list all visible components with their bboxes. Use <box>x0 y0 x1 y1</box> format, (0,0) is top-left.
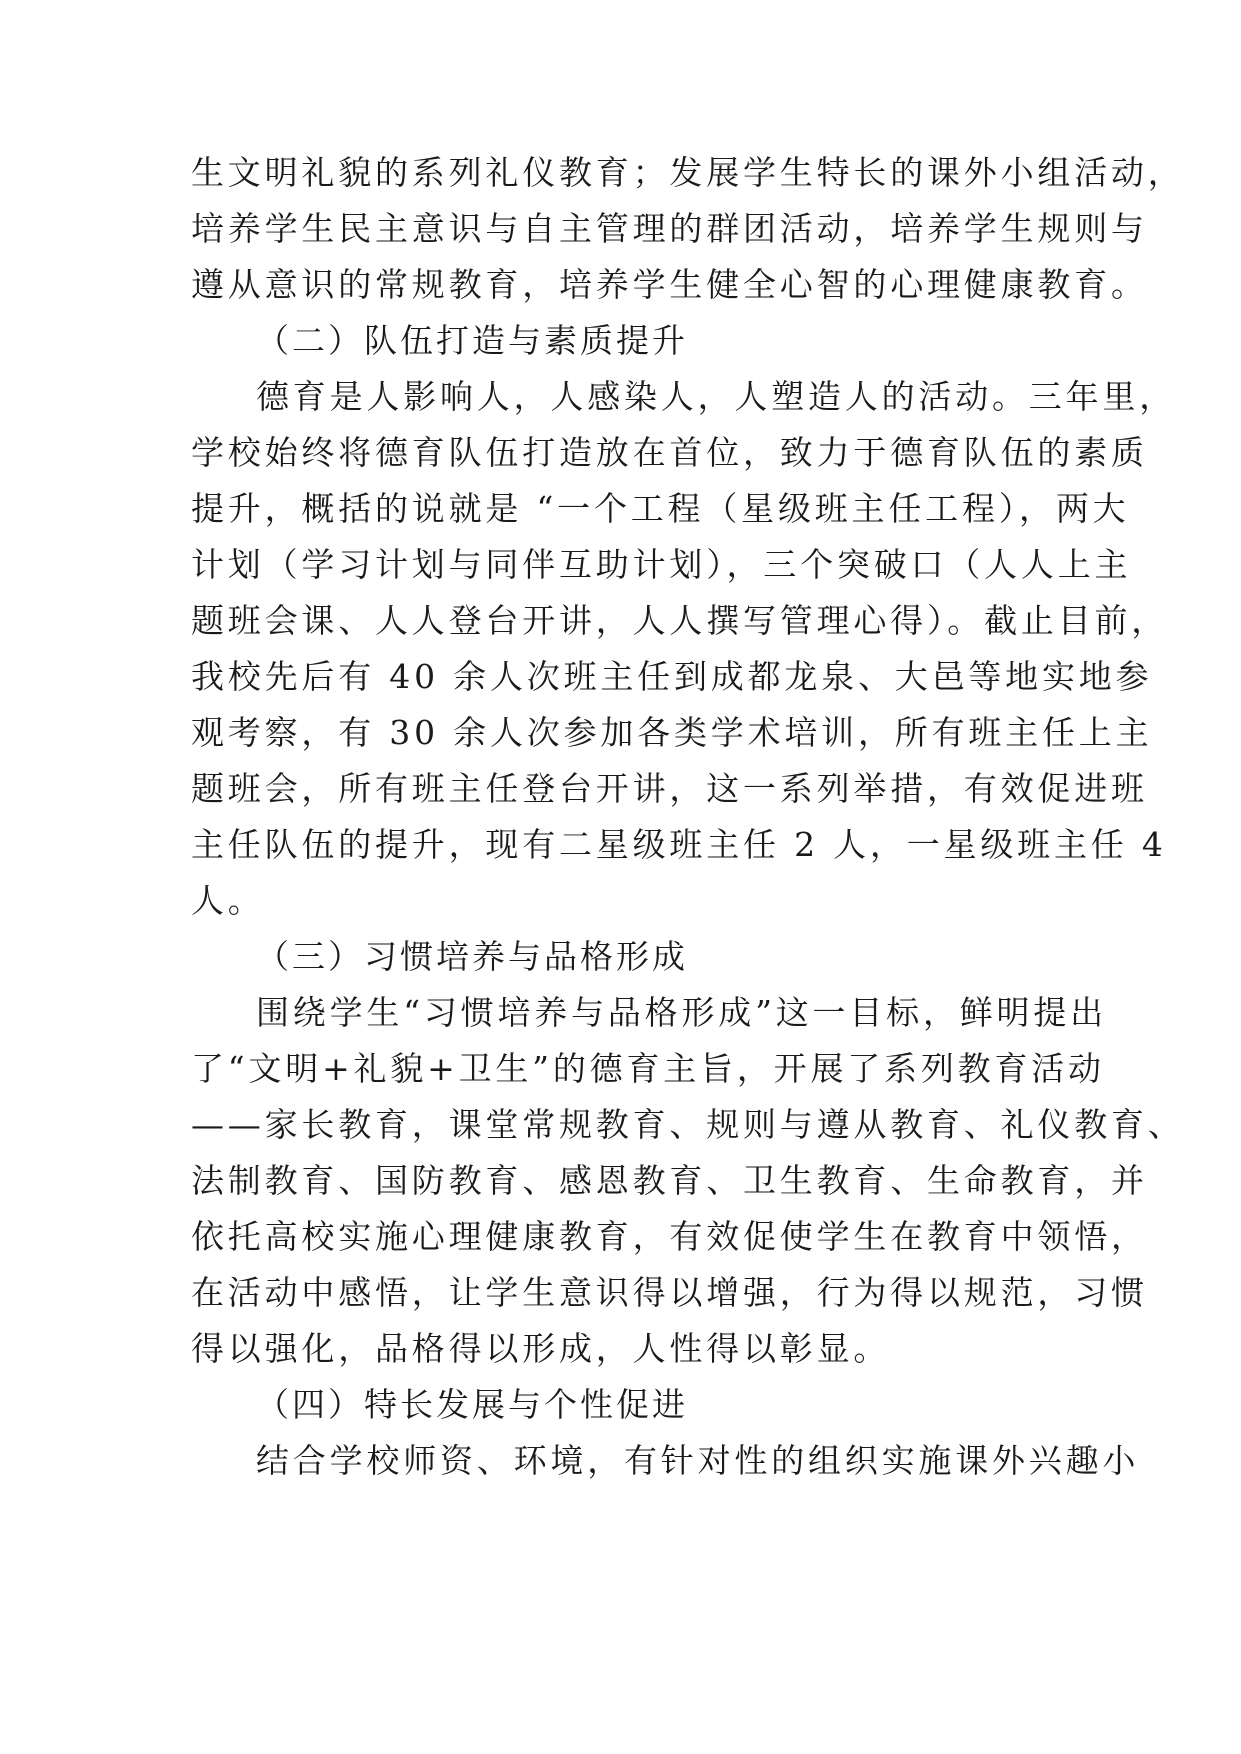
section-heading: （三）习惯培养与品格形成 <box>256 937 688 976</box>
body-text-line: 主任队伍的提升，现有二星级班主任 2 人，一星级班主任 4 <box>191 825 1167 864</box>
body-text-line: 计划（学习计划与同伴互助计划），三个突破口（人人上主 <box>191 545 1132 584</box>
body-text-line: 在活动中感悟，让学生意识得以增强，行为得以规范，习惯 <box>191 1273 1148 1312</box>
paragraph-first-line: 围绕学生“习惯培养与品格形成”这一目标，鲜明提出 <box>256 993 1107 1032</box>
body-text-line: 我校先后有 40 余人次班主任到成都龙泉、大邑等地实地参 <box>191 657 1153 696</box>
body-text-line: 遵从意识的常规教育，培养学生健全心智的心理健康教育。 <box>191 265 1148 304</box>
section-heading: （四）特长发展与个性促进 <box>256 1385 688 1424</box>
body-text-line: 题班会课、人人登台开讲，人人撰写管理心得）。截止目前， <box>191 601 1169 640</box>
body-text-line: 得以强化，品格得以形成，人性得以彰显。 <box>191 1329 891 1368</box>
body-text-line: 依托高校实施心理健康教育，有效促使学生在教育中领悟， <box>191 1217 1148 1256</box>
body-text-line: 人。 <box>191 881 265 920</box>
body-text-line: ——家长教育，课堂常规教育、规则与遵从教育、礼仪教育、 <box>191 1105 1185 1144</box>
paragraph-first-line: 德育是人影响人，人感染人，人塑造人的活动。三年里， <box>256 377 1176 416</box>
paragraph-first-line: 结合学校师资、环境，有针对性的组织实施课外兴趣小 <box>256 1441 1140 1480</box>
body-text-line: 培养学生民主意识与自主管理的群团活动，培养学生规则与 <box>191 209 1148 248</box>
body-text-line: 提升，概括的说就是 “一个工程（星级班主任工程），两大 <box>191 489 1130 528</box>
body-text-line: 法制教育、国防教育、感恩教育、卫生教育、生命教育，并 <box>191 1161 1148 1200</box>
body-text-line: 生文明礼貌的系列礼仪教育；发展学生特长的课外小组活动， <box>191 153 1185 192</box>
body-text-line: 学校始终将德育队伍打造放在首位，致力于德育队伍的素质 <box>191 433 1148 472</box>
body-text-line: 了“文明+礼貌+卫生”的德育主旨，开展了系列教育活动 <box>191 1049 1105 1088</box>
body-text-line: 题班会，所有班主任登台开讲，这一系列举措，有效促进班 <box>191 769 1148 808</box>
body-text-line: 观考察，有 30 余人次参加各类学术培训，所有班主任上主 <box>191 713 1153 752</box>
section-heading: （二）队伍打造与素质提升 <box>256 321 688 360</box>
